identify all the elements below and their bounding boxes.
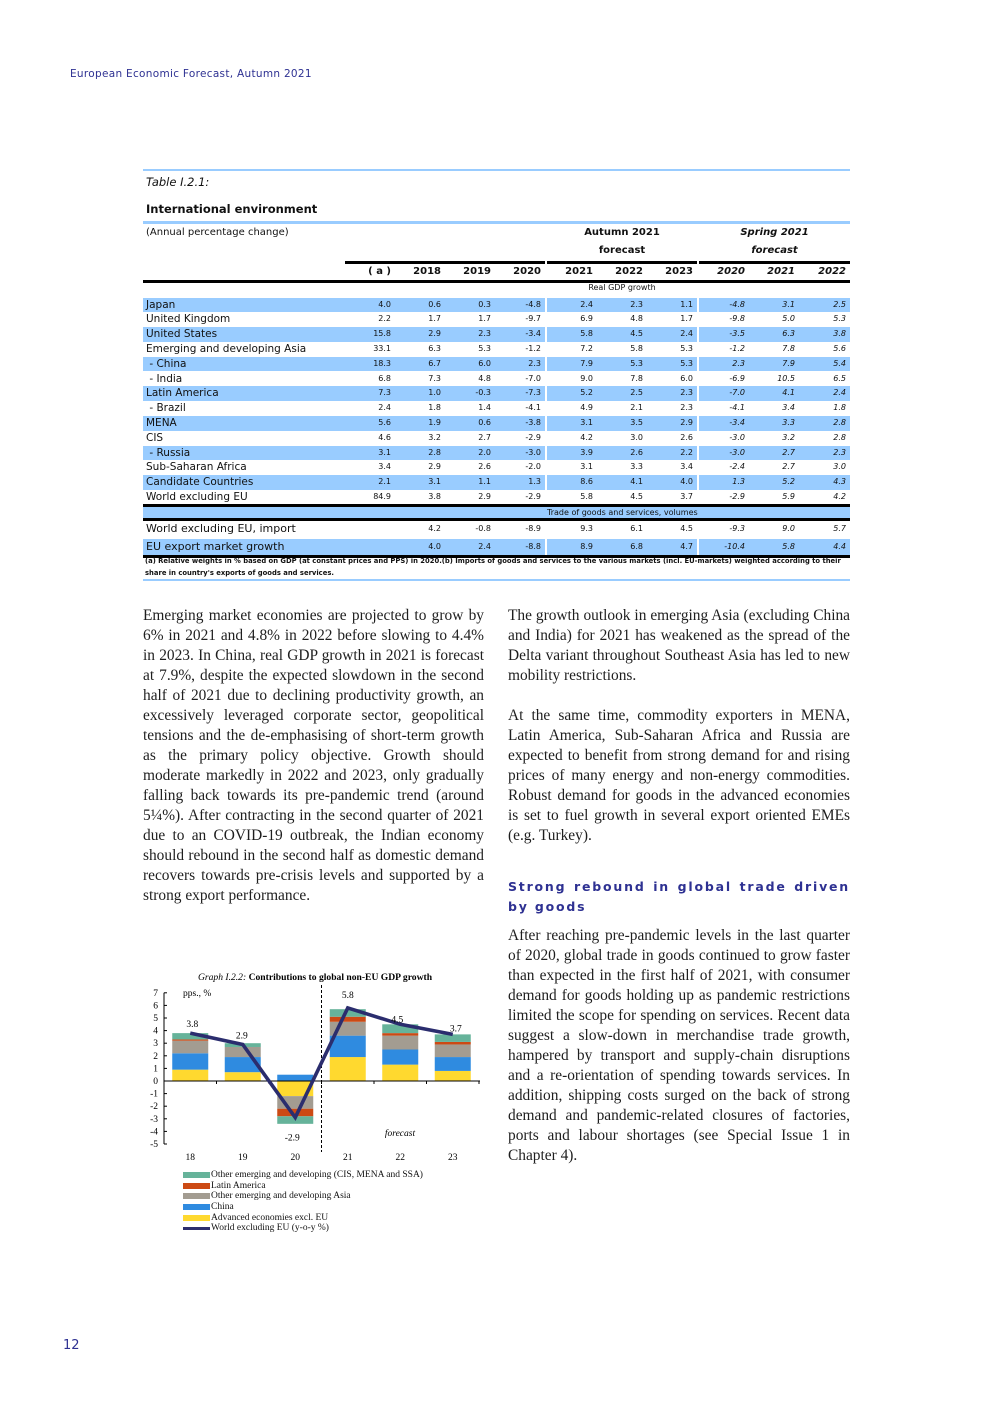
table-footnote: (a) Relative weights in % based on GDP (at constant prices and PPS) in 2020.(b) Imports of goods and services to the various markets (incl. EU-markets) weighted according to their share in country's exports of goods and services. [145, 557, 841, 577]
spring-forecast-sublabel: forecast [751, 245, 798, 256]
bar-segment-china-18 [172, 1053, 208, 1069]
table-cell: -4.1 [729, 403, 745, 413]
legend-label: Other emerging and developing (CIS, MENA and SSA) [211, 1170, 423, 1180]
table-cell: 1.8 [428, 403, 441, 413]
table-cell: 0.6 [478, 417, 491, 427]
table-cell: 6.8 [378, 373, 391, 383]
table-cell: 2.7 [478, 432, 491, 442]
row-label: CIS [146, 431, 164, 444]
table-cell: 1.8 [833, 403, 846, 413]
table-cell: 3.3 [630, 462, 643, 472]
table-cell: 4.0 [680, 477, 693, 487]
row-label: - Russia [146, 446, 191, 459]
table-cell: 6.7 [428, 358, 441, 368]
bar-segment-china-23 [435, 1057, 471, 1071]
table-cell: 0.3 [478, 299, 491, 309]
y-axis-unit-label: pps., % [183, 989, 212, 999]
table-cell: -3.4 [729, 417, 745, 427]
column-header-autumn-2021: 2021 [565, 266, 593, 277]
table-cell: 84.9 [373, 491, 391, 501]
legend-line-swatch [183, 1227, 210, 1230]
table-cell: 2.5 [630, 388, 643, 398]
table-row [143, 342, 850, 357]
table-cell: -1.2 [525, 343, 541, 353]
table-cell: -4.1 [525, 403, 541, 413]
table-cell: 2.7 [782, 447, 795, 457]
table-cell: 2.2 [680, 447, 693, 457]
x-tick-label: 20 [290, 1153, 300, 1163]
table-cell: 3.8 [833, 329, 846, 339]
table-cell: 5.3 [833, 314, 846, 324]
table-cell: 7.8 [630, 373, 643, 383]
table-cell: -2.9 [525, 432, 541, 442]
table-cell: -3.0 [729, 432, 745, 442]
row-label: Japan [146, 298, 176, 311]
bar-segment-advanced-economies-excl-eu-23 [435, 1071, 471, 1081]
table-cell: 1.1 [478, 477, 491, 487]
table-cell: -3.8 [525, 417, 541, 427]
table-cell: 2.6 [630, 447, 643, 457]
table-cell: 6.0 [680, 373, 693, 383]
table-cell: 33.1 [373, 343, 391, 353]
table-cell: 2.8 [428, 447, 441, 457]
legend-color-swatch [183, 1204, 210, 1210]
table-cell: 7.3 [378, 388, 391, 398]
table-cell: 4.5 [630, 329, 643, 339]
table-cell: 6.8 [630, 541, 643, 551]
legend-color-swatch [183, 1193, 210, 1199]
column-header-2018: 2018 [413, 266, 441, 277]
table-cell: 3.1 [580, 417, 593, 427]
table-caption: Table I.2.1: [146, 175, 210, 189]
table-cell: 5.6 [833, 343, 846, 353]
y-tick-label: 0 [153, 1077, 158, 1087]
table-cell: 3.9 [580, 447, 593, 457]
section-heading: Strong rebound in global trade driven by goods [508, 879, 850, 914]
header-rule-left [345, 261, 545, 264]
table-cell: -9.7 [525, 314, 541, 324]
table-row [143, 446, 850, 461]
table-cell: 0.6 [428, 299, 441, 309]
table-cell: -2.0 [525, 462, 541, 472]
column-header-spring-2021: 2021 [767, 266, 795, 277]
table-cell: -4.8 [525, 299, 541, 309]
table-cell: 2.3 [680, 403, 693, 413]
table-cell: 3.2 [428, 432, 441, 442]
table-cell: 1.0 [428, 388, 441, 398]
table-row [143, 539, 850, 556]
table-cell: 4.0 [378, 299, 391, 309]
legend-item [183, 1170, 423, 1181]
table-cell: 7.9 [782, 358, 795, 368]
bar-segment-latin-america-18 [172, 1039, 208, 1040]
table-cell: 6.9 [580, 314, 593, 324]
table-cell: 2.3 [833, 447, 846, 457]
y-tick-label: -1 [150, 1089, 158, 1100]
bar-segment-advanced-economies-excl-eu-21 [330, 1057, 366, 1081]
table-cell: 3.8 [428, 491, 441, 501]
row-label: Candidate Countries [146, 476, 254, 489]
table-cell: 4.5 [630, 491, 643, 501]
bar-segment-other-emerging-and-developing-asia-22 [382, 1036, 418, 1050]
row-label: World excluding EU [146, 490, 248, 503]
table-cell: 1.7 [478, 314, 491, 324]
column-header-autumn-2022: 2022 [615, 266, 643, 277]
legend-color-swatch [183, 1172, 210, 1178]
column-header-2019: 2019 [463, 266, 491, 277]
bar-segment-other-emerging-and-developing-asia-18 [172, 1041, 208, 1054]
column-header-autumn-2023: 2023 [665, 266, 693, 277]
y-tick-label: 6 [153, 1001, 158, 1012]
table-cell: 7.8 [782, 343, 795, 353]
right-paragraph-global-trade: After reaching pre-pandemic levels in the last quarter of 2020, global trade in goods continued to grow faster than expected in the first half of 2021, with consumer demand for goods holding up as pandemic restrictions limited the scope for spending on services. Recent data suggest a slow-down in merchandise trade growth, hampered by transport and supply-chain disruptions and a re-orientation of spending towards services. In addition, shipping costs surged on the back of strong demand and pandemic-related closures of factories, ports and labour shortages (see Special Issue 1 in Chapter 4). [508, 927, 850, 1164]
table-cell: 9.0 [782, 524, 795, 533]
chart-legend [183, 1170, 423, 1234]
table-row [143, 312, 850, 327]
table-cell: 2.8 [833, 417, 846, 427]
table-cell: 3.0 [833, 462, 846, 472]
table-cell: 1.3 [528, 477, 541, 487]
legend-label: Advanced economies excl. EU [211, 1212, 329, 1223]
autumn-forecast-label: Autumn 2021 [584, 227, 660, 238]
legend-item [183, 1181, 423, 1192]
table-cell: 4.4 [833, 541, 846, 551]
table-cell: 2.4 [378, 403, 391, 413]
right-paragraph-commodity-exporters: At the same time, commodity exporters in MENA, Latin America, Sub-Saharan Africa and Russia are expected to benefit from strong demand for and rising prices of many energy and non-energy commodities. Robust demand for goods in the advanced economies is set to fuel growth in several export oriented EMEs (e.g. Turkey). [508, 707, 850, 844]
row-label: Sub-Saharan Africa [146, 461, 247, 474]
table-cell: -2.4 [729, 462, 745, 472]
table-cell: -2.9 [525, 491, 541, 501]
table-cell: 3.5 [630, 417, 643, 427]
trade-section-band [143, 507, 850, 518]
y-tick-label: 4 [153, 1026, 158, 1037]
table-top-rule [143, 169, 850, 171]
y-tick-label: -2 [150, 1102, 158, 1113]
column-header-weight: ( a ) [368, 266, 391, 277]
table-row [143, 490, 850, 505]
table-cell: 5.3 [478, 343, 491, 353]
table-cell: -8.8 [525, 541, 541, 551]
data-label-20: -2.9 [284, 1133, 300, 1144]
table-cell: 4.9 [580, 403, 593, 413]
x-tick-label: 19 [238, 1153, 248, 1163]
bar-segment-china-20 [277, 1075, 313, 1081]
bar-segment-advanced-economies-excl-eu-18 [172, 1070, 208, 1081]
table-cell: 2.3 [528, 358, 541, 368]
header-rule-autumn [547, 261, 697, 264]
row-label: United Kingdom [146, 313, 231, 326]
legend-item [183, 1202, 423, 1213]
table-cell: 3.1 [428, 477, 441, 487]
table-title: International environment [146, 202, 318, 216]
x-tick-label: 21 [343, 1153, 353, 1163]
table-row [143, 521, 850, 538]
table-cell: 2.9 [478, 491, 491, 501]
table-cell: 10.5 [777, 373, 795, 383]
table-cell: 3.1 [782, 299, 795, 309]
table-cell: 1.3 [732, 477, 745, 487]
data-label-18: 3.8 [186, 1020, 199, 1031]
y-tick-label: 1 [153, 1064, 158, 1075]
legend-item [183, 1223, 423, 1234]
table-cell: 4.0 [428, 541, 441, 551]
table-title-rule [143, 221, 850, 224]
table-cell: 4.5 [680, 524, 693, 533]
table-cell: -8.9 [525, 524, 541, 533]
table-cell: -10.4 [724, 541, 745, 551]
chart-title-prefix: Graph I.2.2: [197, 972, 247, 983]
x-tick-label: 23 [448, 1153, 458, 1163]
table-row [143, 475, 850, 490]
table-cell: 5.4 [833, 358, 846, 368]
table-cell: -7.0 [729, 388, 745, 398]
y-tick-label: -4 [150, 1127, 158, 1138]
table-row [143, 401, 850, 416]
table-cell: 6.5 [833, 373, 846, 383]
table-cell: 3.1 [378, 447, 391, 457]
data-label-21: 5.8 [341, 990, 354, 1001]
bar-segment-china-22 [382, 1050, 418, 1065]
bar-segment-advanced-economies-excl-eu-22 [382, 1065, 418, 1081]
table-cell: 5.3 [680, 358, 693, 368]
section-real-gdp-label: Real GDP growth [588, 283, 656, 292]
bar-segment-other-emerging-and-developing-asia-23 [435, 1044, 471, 1057]
table-cell: 2.2 [378, 314, 391, 324]
column-header-spring-2022: 2022 [818, 266, 846, 277]
table-row [143, 431, 850, 446]
table-cell: 5.8 [630, 343, 643, 353]
table-cell: 4.2 [580, 432, 593, 442]
bar-segment-advanced-economies-excl-eu-19 [225, 1072, 261, 1081]
table-cell: 8.6 [580, 477, 593, 487]
table-row [143, 372, 850, 387]
table-cell: 4.1 [782, 388, 795, 398]
forecast-annotation: forecast [384, 1129, 416, 1139]
table-cell: 3.2 [782, 432, 795, 442]
table-cell: 2.0 [478, 447, 491, 457]
table-cell: -0.8 [475, 524, 491, 533]
table-cell: 3.4 [680, 462, 693, 472]
table-cell: 6.3 [428, 343, 441, 353]
table-cell: 1.1 [680, 299, 693, 309]
table-cell: -0.3 [475, 388, 491, 398]
data-label-23: 3.7 [449, 1024, 462, 1035]
table-end-rule [143, 579, 850, 581]
table-row [143, 327, 850, 342]
table-cell: 6.3 [782, 329, 795, 339]
table-cell: 3.4 [782, 403, 795, 413]
row-label: - China [146, 357, 187, 370]
bar-segment-latin-america-23 [435, 1042, 471, 1045]
section-trade-label: Trade of goods and services, volumes [547, 508, 698, 517]
table-cell: 1.7 [428, 314, 441, 324]
y-tick-label: 7 [153, 988, 158, 999]
table-row [143, 298, 850, 313]
column-header-spring-2020: 2020 [717, 266, 745, 277]
table-cell: 1.4 [478, 403, 491, 413]
header-bottom-rule [143, 280, 850, 283]
table-cell: 5.8 [580, 491, 593, 501]
table-cell: 2.4 [833, 388, 846, 398]
table-cell: 6.0 [478, 358, 491, 368]
row-label: Emerging and developing Asia [146, 342, 307, 355]
table-cell: 2.6 [680, 432, 693, 442]
autumn-forecast-sublabel: forecast [598, 245, 646, 256]
table-cell: 5.2 [782, 477, 795, 487]
table-cell: 8.9 [580, 541, 593, 551]
table-cell: 5.3 [630, 358, 643, 368]
table-cell: 9.3 [580, 524, 593, 533]
table-cell: 3.4 [378, 462, 391, 472]
table-cell: 2.4 [478, 541, 491, 551]
table-cell: 5.2 [580, 388, 593, 398]
table-cell: -7.3 [525, 388, 541, 398]
running-title: European Economic Forecast, Autumn 2021 [70, 68, 312, 80]
legend-label: China [211, 1202, 234, 1213]
table-row [143, 416, 850, 431]
table-cell: 4.7 [680, 541, 693, 551]
table-cell: 5.8 [782, 541, 795, 551]
table-cell: 2.3 [478, 329, 491, 339]
legend-item [183, 1191, 423, 1202]
table-cell: 3.7 [680, 491, 693, 501]
legend-label: Other emerging and developing Asia [211, 1191, 351, 1202]
table-cell: -3.5 [729, 329, 745, 339]
legend-item [183, 1213, 423, 1224]
left-column-paragraph: Emerging market economies are projected to grow by 6% in 2021 and 4.8% in 2022 before slowing to 4.4% in 2023. In China, real GDP growth in 2021 is forecast at 7.9%, despite the expected slowdown in the second half of 2021 due to declining productivity growth, an excessively leveraged corporate sector, geopolitical tensions and the de-emphasising of short-term growth as the primary policy objective. Growth should moderate markedly in 2022 and 2023, only gradually falling back towards its pre-pandemic trend (around 5¼%). After contracting in the second quarter of 2021 due to an COVID-19 outbreak, the Indian economy should rebound in the second half as domestic demand recovers towards pre-crisis levels and supported by a strong export performance. [143, 607, 484, 904]
table-cell: 5.8 [580, 329, 593, 339]
table-unit-note: (Annual percentage change) [146, 227, 289, 238]
data-label-19: 2.9 [235, 1031, 248, 1042]
table-cell: 2.3 [630, 299, 643, 309]
legend-color-swatch [183, 1183, 210, 1189]
column-header-2020: 2020 [513, 266, 541, 277]
table-cell: 4.6 [378, 432, 391, 442]
table-cell: -6.9 [729, 373, 745, 383]
row-label: MENA [146, 416, 177, 429]
row-label: - Brazil [146, 402, 186, 415]
chart-title-text: Contributions to global non-EU GDP growth [248, 972, 433, 983]
table-row [143, 460, 850, 475]
table-cell: -7.0 [525, 373, 541, 383]
table-cell: 9.0 [580, 373, 593, 383]
table-cell: 3.0 [630, 432, 643, 442]
table-cell: 7.2 [580, 343, 593, 353]
row-label: United States [146, 328, 218, 341]
table-cell: -3.0 [729, 447, 745, 457]
table-cell: 2.4 [680, 329, 693, 339]
y-tick-label: 3 [153, 1039, 158, 1050]
table-cell: 5.0 [782, 314, 795, 324]
table-cell: 1.7 [680, 314, 693, 324]
table-cell: 4.1 [630, 477, 643, 487]
table-cell: 2.6 [478, 462, 491, 472]
y-tick-label: 5 [153, 1014, 158, 1024]
bar-segment-other-emerging-and-developing-cis-mena-and-ssa-23 [435, 1034, 471, 1042]
table-cell: 4.2 [428, 524, 441, 533]
table-cell: 5.3 [680, 343, 693, 353]
row-label: Latin America [146, 387, 219, 400]
table-cell: -4.8 [729, 299, 745, 309]
table-cell: 5.7 [833, 524, 846, 533]
table-cell: 1.9 [428, 417, 441, 427]
table-cell: 5.6 [378, 417, 391, 427]
header-rule-spring [699, 261, 850, 264]
table-cell: 2.8 [833, 432, 846, 442]
table-cell: 4.2 [833, 491, 846, 501]
right-paragraph-emerging-asia: The growth outlook in emerging Asia (excluding China and India) for 2021 has weakened as the spread of the Delta variant throughout Southeast Asia has led to new mobility restrictions. [508, 607, 850, 684]
legend-label: World excluding EU (y-o-y %) [211, 1223, 329, 1234]
table-cell: 2.3 [732, 358, 745, 368]
table-cell: 7.9 [580, 358, 593, 368]
table-cell: 2.4 [580, 299, 593, 309]
x-tick-label: 22 [395, 1153, 405, 1163]
data-label-22: 4.5 [391, 1015, 404, 1026]
legend-color-swatch [183, 1215, 210, 1221]
table-cell: 2.1 [378, 477, 391, 487]
table-cell: 3.1 [580, 462, 593, 472]
y-tick-label: 2 [153, 1051, 158, 1062]
table-cell: 2.5 [833, 299, 846, 309]
table-cell: 4.8 [478, 373, 491, 383]
table-cell: 5.9 [782, 491, 795, 501]
table-cell: 3.3 [782, 417, 795, 427]
page-number: 12 [63, 1338, 80, 1353]
table-cell: 2.9 [680, 417, 693, 427]
table-cell: 2.9 [428, 462, 441, 472]
table-cell: -3.4 [525, 329, 541, 339]
row-label: EU export market growth [146, 539, 285, 553]
row-label: - India [146, 372, 183, 385]
table-cell: 6.1 [630, 524, 643, 533]
spring-forecast-label: Spring 2021 [740, 227, 809, 238]
bar-segment-china-21 [330, 1036, 366, 1057]
table-cell: -3.0 [525, 447, 541, 457]
bar-segment-latin-america-21 [330, 1017, 366, 1022]
table-row [143, 386, 850, 401]
table-cell: 7.3 [428, 373, 441, 383]
row-label: World excluding EU, import [146, 522, 296, 535]
table-cell: -2.9 [729, 491, 745, 501]
table-cell: 15.8 [373, 329, 391, 339]
table-cell: -9.8 [729, 314, 745, 324]
bar-segment-other-emerging-and-developing-asia-19 [225, 1047, 261, 1057]
table-cell: 18.3 [373, 358, 391, 368]
bar-segment-latin-america-22 [382, 1033, 418, 1036]
table-cell: 2.7 [782, 462, 795, 472]
table-cell: 2.1 [630, 403, 643, 413]
x-tick-label: 18 [185, 1153, 195, 1163]
table-cell: 4.3 [833, 477, 846, 487]
legend-label: Latin America [211, 1180, 266, 1191]
table-cell: 2.9 [428, 329, 441, 339]
table-row [143, 357, 850, 372]
table-cell: -9.3 [729, 524, 745, 533]
y-tick-label: -3 [150, 1114, 158, 1125]
y-tick-label: -5 [150, 1140, 158, 1150]
table-cell: 2.3 [680, 388, 693, 398]
table-cell: -1.2 [729, 343, 745, 353]
chart-title [198, 972, 433, 983]
table-cell: 4.8 [630, 314, 643, 324]
